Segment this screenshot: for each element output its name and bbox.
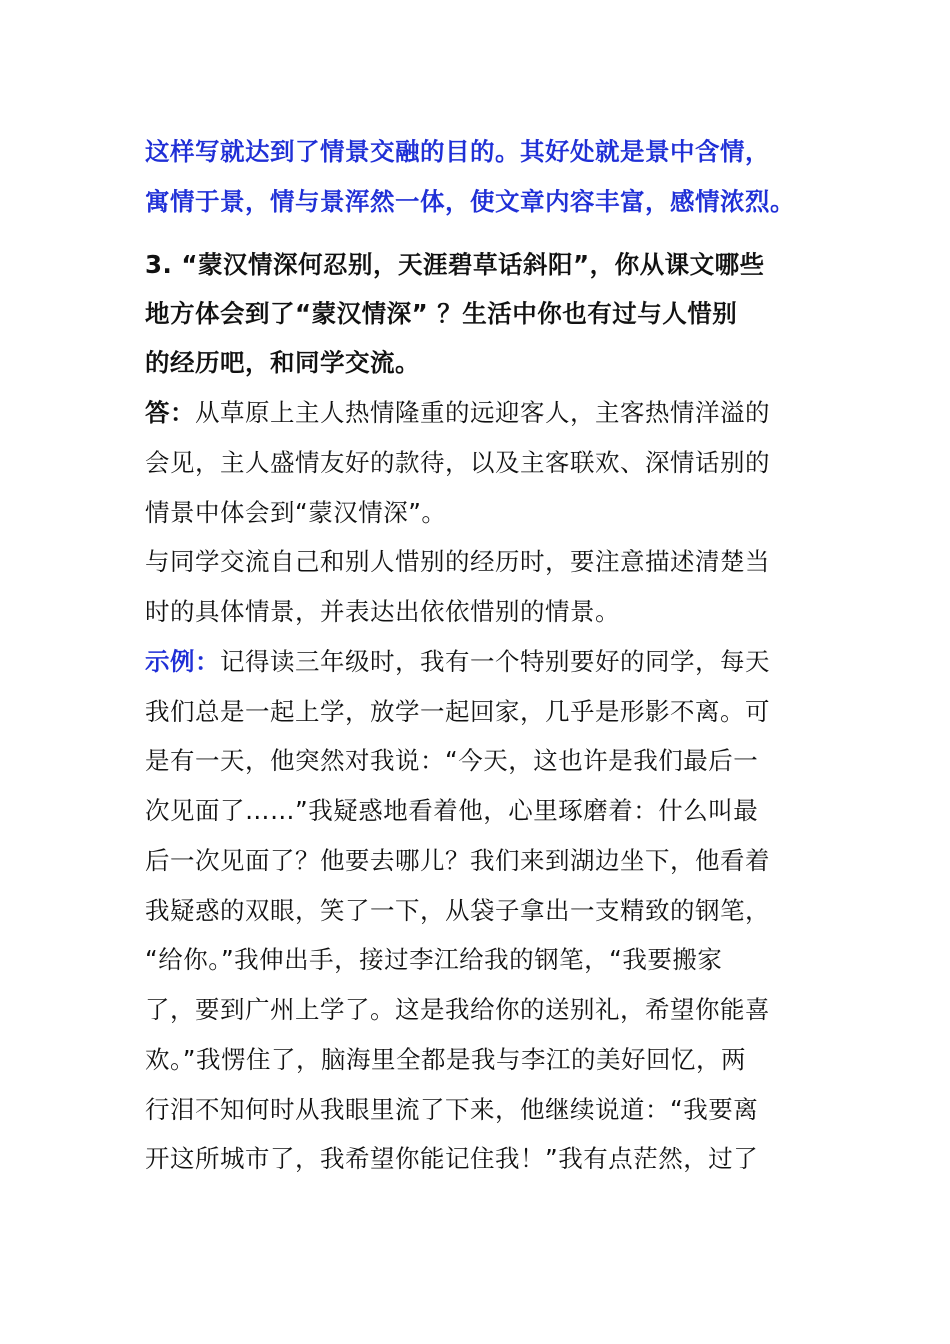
example-line-2: 我们总是一起上学，放学一起回家，几乎是形影不离。可: [145, 697, 770, 726]
example-line-7: “给你。”我伸出手，接过李江给我的钢笔，“我要搬家: [145, 945, 723, 974]
answer-line-5: 时的具体情景，并表达出依依惜别的情景。: [145, 597, 620, 626]
example-line-11: 开这所城市了，我希望你能记住我！”我有点茫然，过了: [145, 1144, 759, 1173]
example-line-3: 是有一天，他突然对我说：“今天，这也许是我们最后一: [145, 746, 759, 775]
example-label: 示例：: [145, 647, 220, 676]
question-line-1: 3. “蒙汉情深何忍别，天涯碧草话斜阳”，你从课文哪些: [145, 250, 765, 279]
intro-line-2: 寓情于景，情与景浑然一体，使文章内容丰富，感情浓烈。: [145, 187, 795, 216]
question-line-3: 的经历吧，和同学交流。: [145, 348, 420, 377]
answer-line-1-text: 从草原上主人热情隆重的远迎客人，主客热情洋溢的: [195, 398, 770, 427]
example-line-4: 次见面了……”我疑惑地看着他，心里琢磨着：什么叫最: [145, 796, 759, 825]
answer-line-3: 情景中体会到“蒙汉情深”。: [145, 498, 447, 527]
answer-label: 答：: [145, 398, 195, 427]
example-line-1: [145, 646, 770, 678]
answer-line-4: 与同学交流自己和别人惜别的经历时，要注意描述清楚当: [145, 547, 770, 576]
answer-line-1: [145, 397, 770, 429]
example-line-8: 了，要到广州上学了。这是我给你的送别礼，希望你能喜: [145, 995, 770, 1024]
intro-line-1: 这样写就达到了情景交融的目的。其好处就是景中含情，: [145, 137, 770, 166]
question-line-2: 地方体会到了“蒙汉情深” ？生活中你也有过与人惜别: [145, 299, 738, 328]
example-line-6: 我疑惑的双眼，笑了一下，从袋子拿出一支精致的钢笔，: [145, 896, 770, 925]
example-line-1-text: 记得读三年级时，我有一个特别要好的同学，每天: [220, 647, 770, 676]
example-line-5: 后一次见面了？他要去哪儿？我们来到湖边坐下，他看着: [145, 846, 770, 875]
answer-line-2: 会见，主人盛情友好的款待，以及主客联欢、深情话别的: [145, 448, 770, 477]
example-line-10: 行泪不知何时从我眼里流了下来，他继续说道：“我要离: [145, 1095, 759, 1124]
example-line-9: 欢。”我愣住了，脑海里全都是我与李江的美好回忆，两: [145, 1045, 746, 1074]
